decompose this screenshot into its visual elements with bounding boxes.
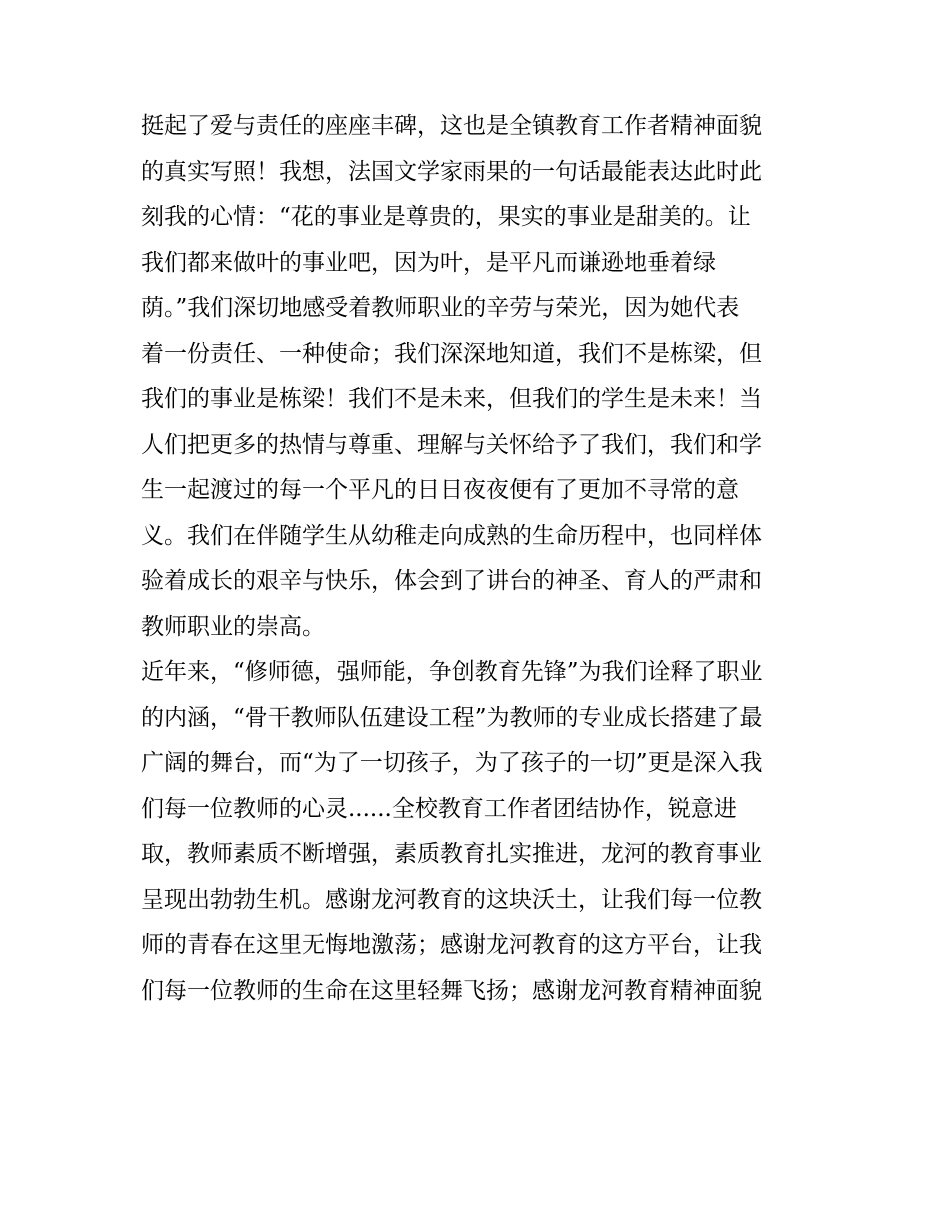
text-line: 师的青春在这里无悔地激荡；感谢龙河教育的这方平台，让我 (141, 932, 762, 958)
text-line: 的内涵，“骨干教师队伍建设工程”为教师的专业成长搭建了最 (141, 704, 763, 731)
text-line: 义。我们在伴随学生从幼稚走向成熟的生命历程中，也同样体 (141, 522, 762, 549)
text-line: 教师职业的崇高。 (141, 613, 325, 640)
text-line: 着一份责任、一种使命；我们深深地知道，我们不是栋梁，但 (141, 340, 762, 367)
text-line: 的真实写照！我想，法国文学家雨果的一句话最能表达此时此 (141, 158, 762, 185)
text-line: 我们的事业是栋梁！我们不是未来，但我们的学生是未来！当 (141, 386, 762, 412)
text-line: 近年来，“修师德，强师能，争创教育先锋”为我们诠释了职业 (141, 659, 763, 685)
text-line: 荫。”我们深切地感受着教师职业的辛劳与荣光，因为她代表 (141, 295, 740, 321)
text-line: 们每一位教师的生命在这里轻舞飞扬；感谢龙河教育精神面貌 (141, 977, 762, 1004)
text-line: 人们把更多的热情与尊重、理解与关怀给予了我们，我们和学 (141, 431, 762, 458)
text-line: 我们都来做叶的事业吧，因为叶，是平凡而谦逊地垂着绿 (141, 249, 716, 276)
text-line: 挺起了爱与责任的座座丰碑，这也是全镇教育工作者精神面貌 (141, 113, 762, 139)
text-line: 生一起渡过的每一个平凡的日日夜夜便有了更加不寻常的意 (141, 477, 739, 503)
text-line: 广阔的舞台，而“为了一切孩子，为了孩子的一切”更是深入我 (141, 750, 763, 776)
body-text (141, 104, 821, 1014)
text-line: 刻我的心情：“花的事业是尊贵的，果实的事业是甜美的。让 (141, 204, 751, 230)
text-line: 验着成长的艰辛与快乐，体会到了讲台的神圣、育人的严肃和 (141, 568, 762, 594)
text-line: 取，教师素质不断增强，素质教育扎实推进，龙河的教育事业 (141, 841, 762, 867)
text-line: 们每一位教师的心灵......全校教育工作者团结协作，锐意进 (141, 795, 737, 822)
text-line: 呈现出勃勃生机。感谢龙河教育的这块沃土，让我们每一位教 (141, 886, 762, 913)
